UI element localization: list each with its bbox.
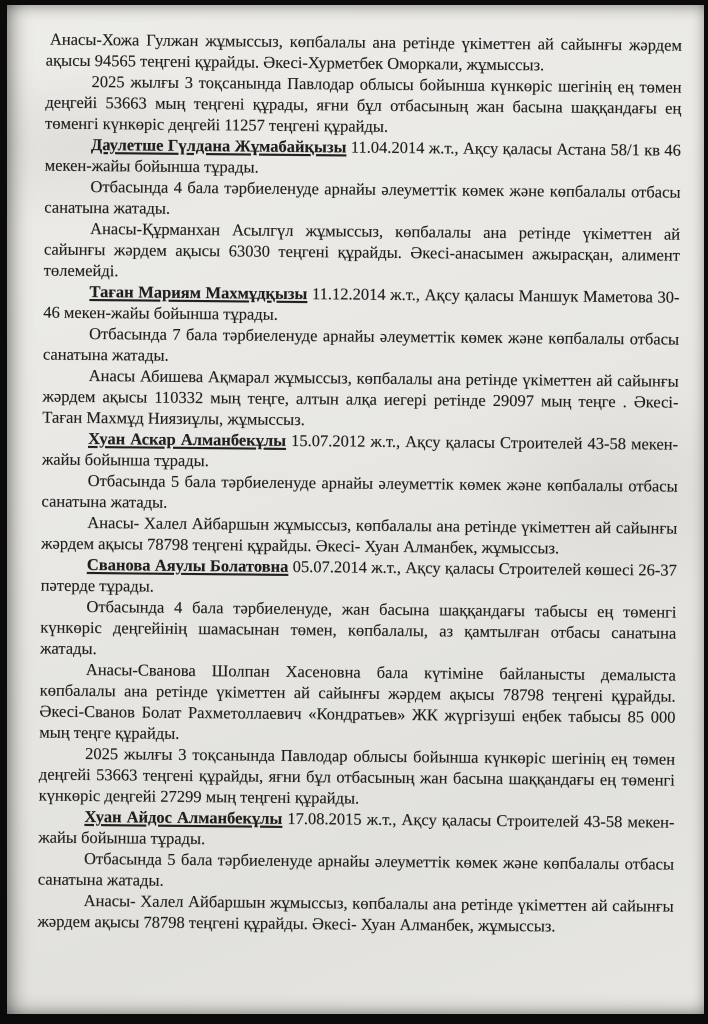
document-paragraph: [37, 889, 673, 937]
paragraph-text: Отбасында 5 бала тәрбиеленуде арнайы әлеуметтік көмек және көпбалалы отбасы санатына жатады.: [41, 470, 678, 512]
document-paragraph: [46, 29, 682, 77]
paragraph-text: Анасы-Құрманхан Асылгүл жұмыссыз, көпбалалы ана ретінде үкіметтен ай сайынғы жәрдем ақысы 63030 теңгені құрайды. Әкесі-анасымен ажырасқан, алимент төлемейді.: [43, 218, 681, 281]
paragraph-text: 17.08.2015 ж.т., Ақсу қаласы Строителей 43-58 мекен-жайы бойынша тұрады.: [38, 808, 675, 849]
paragraph-text: Анасы- Халел Айбаршын жұмыссыз, көпбалалы ана ретінде үкіметтен ай сайынғы жәрдем ақысы 78798 теңгені құрайды. Әкесі- Хуан Алманбек, жұмыссыз.: [37, 890, 674, 936]
document-paragraph: [42, 364, 679, 433]
document-paragraph: [45, 71, 682, 140]
document-paragraph: [39, 658, 676, 748]
document-paragraph: [41, 469, 677, 517]
person-name-header: Хуан Айдос Алманбекұлы: [84, 806, 283, 828]
paragraph-text: 15.07.2012 ж.т., Ақсу қаласы Строителей 43-58 мекен-жайы бойынша тұрады.: [41, 430, 679, 471]
person-name-header: Хуан Аскар Алманбекұлы: [87, 428, 287, 450]
paragraph-text: Анасы-Хожа Гулжан жұмыссыз, көпбалалы ана ретінде үкіметтен ай сайынғы жәрдем ақысы 94565 теңгені құрайды. Әкесі-Хурметбек Оморкали, жұмыссыз.: [45, 29, 682, 75]
paragraph-text: 05.07.2014 ж.т., Ақсу қаласы Строителей көшесі 26-37 пәтерде тұрады.: [40, 556, 677, 596]
paragraph-text: Анасы- Халел Айбаршын жұмыссыз, көпбалалы ана ретінде үкіметтен ай сайынғы жәрдем ақысы 78798 теңгені құрайды. Әкесі- Хуан Алманбек, жұмыссыз.: [40, 512, 678, 558]
document-paragraph: [41, 553, 677, 601]
document-page: [7, 5, 704, 1014]
paragraph-text: 11.04.2014 ж.т., Ақсу қаласы Астана 58/1 кв 46 мекен-жайы бойынша тұрады.: [44, 137, 681, 177]
paragraph-text: Отбасында 5 бала тәрбиеленуде арнайы әлеуметтік көмек және көпбалалы отбасы санатына жатады.: [37, 848, 675, 890]
person-name-header: Таған Мариям Махмұдқызы: [89, 281, 308, 304]
paragraph-text: 11.12.2014 ж.т., Ақсу қаласы Маншук Маметова 30-46 мекен-жайы бойынша тұрады.: [43, 284, 680, 324]
paragraph-text: Отбасында 7 бала тәрбиеленуде арнайы әлеуметтік көмек және көпбалалы отбасы санатына жатады.: [42, 323, 680, 365]
document-paragraph: [45, 134, 681, 182]
paragraph-text: 2025 жылғы 3 тоқсанында Павлодар облысы бойынша күнкөріс шегінің ең төмен деңгейі 53663 теңгені құрайды, яғни бұл отбасының жан басына шаққандағы ең төменгі күнкөріс деңгейі 27299 мың теңгені құрайды.: [38, 743, 676, 808]
document-paragraph: [42, 427, 678, 475]
paragraph-text: Анасы-Сванова Шолпан Хасеновна бала күтіміне байланысты демалыста көпбалалы ана ретінде үкіметтен ай сайынғы жәрдем ақысы 78798 теңгені құрайды. Әкесі-Сванов Болат Рахметоллаевич «Кондратьев» ЖК жүргізуші еңбек табысы 85 000 мың теңге құрайды.: [39, 659, 676, 743]
paragraph-text: Анасы Абишева Ақмарал жұмыссыз, көпбалалы ана ретінде үкіметтен ай сайынғы жәрдем ақысы 110332 мың теңге, алтын алқа иегері ретінде 29097 мың теңге . Әкесі- Таған Махмұд Ниязиұлы, жұмыссыз.: [42, 365, 679, 430]
person-name-header: Сванова Аяулы Болатовна: [86, 554, 289, 576]
paragraph-text: Отбасында 4 бала тәрбиеленуде, жан басына шаққандағы табысы ең төменгі күнкөріс деңгейінің шамасынан төмен, көпбалалы, аз қамтылған отбасы санатына жатады.: [39, 596, 677, 659]
paragraph-text: Отбасында 4 бала тәрбиеленуде арнайы әлеуметтік көмек және көпбалалы отбасы санатына жатады.: [44, 176, 681, 218]
document-paragraph: [38, 847, 674, 895]
document-text: [37, 29, 682, 938]
person-name-header: Даулетше Гүлдана Жұмабайқызы: [90, 134, 347, 157]
paragraph-text: 2025 жылғы 3 тоқсанында Павлодар облысы бойынша күнкөріс шегінің ең төмен деңгейі 53663 мың теңгені құрады, яғни бұл отбасының жан басына шаққандағы ең төменгі күнкөріс деңгейі 11257 теңгені құрайды.: [45, 71, 682, 136]
document-paragraph: [38, 805, 674, 853]
document-paragraph: [43, 322, 679, 370]
document-paragraph: [44, 218, 681, 287]
document-paragraph: [40, 595, 677, 664]
document-paragraph: [39, 742, 676, 811]
document-paragraph: [44, 176, 680, 224]
document-paragraph: [41, 511, 677, 559]
document-paragraph: [43, 280, 679, 328]
